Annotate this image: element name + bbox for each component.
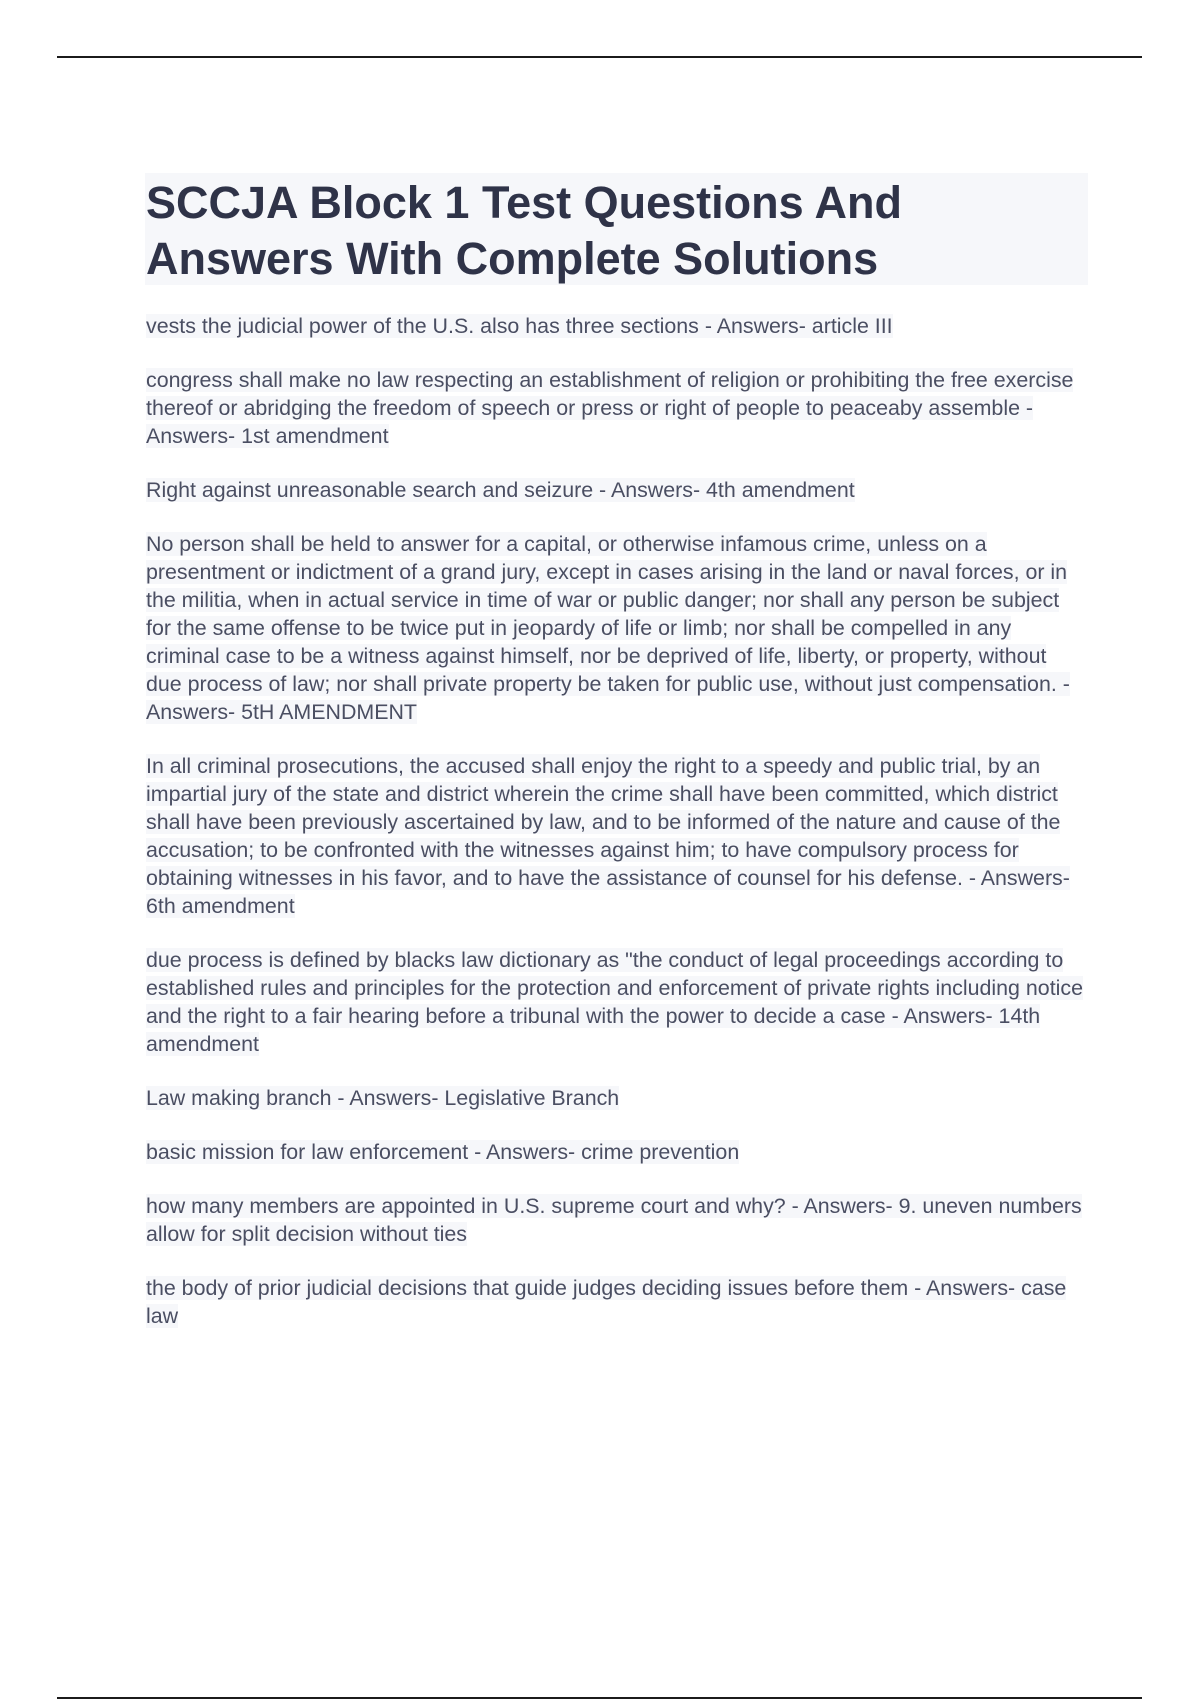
qa-item <box>146 366 1086 450</box>
qa-text: Law making branch - Answers- Legislative Branch <box>146 1086 620 1110</box>
qa-item <box>146 1192 1086 1248</box>
qa-item <box>146 1274 1086 1330</box>
qa-text: No person shall be held to answer for a capital, or otherwise infamous crime, unless on a presentment or indictment of a grand jury, except in cases arising in the land or naval forces, or in the militia, when in actual service in time of war or public danger; nor shall any person be subject for the same offense to be twice put in jeopardy of life or limb; nor shall be compelled in any criminal case to be a witness against himself, nor be deprived of life, liberty, or property, without due process of law; nor shall private property be taken for public use, without just compensation. - Answers- 5tH AMENDMENT <box>146 532 1070 724</box>
qa-item <box>146 752 1086 920</box>
qa-text: In all criminal prosecutions, the accused shall enjoy the right to a speedy and public trial, by an impartial jury of the state and district wherein the crime shall have been committed, which district shall have been previously ascertained by law, and to be informed of the nature and cause of the accusation; to be confronted with the witnesses against him; to have compulsory process for obtaining witnesses in his favor, and to have the assistance of counsel for his defense. - Answers- 6th amendment <box>146 754 1070 918</box>
qa-text: the body of prior judicial decisions that guide judges deciding issues before them - Answers- case law <box>146 1276 1067 1328</box>
qa-item <box>146 476 1086 504</box>
qa-text: vests the judicial power of the U.S. also has three sections - Answers- article III <box>146 314 893 338</box>
qa-item <box>146 312 1086 340</box>
bottom-rule <box>57 1697 1142 1699</box>
top-rule <box>57 56 1142 58</box>
qa-item <box>146 1084 1086 1112</box>
qa-text: due process is defined by blacks law dictionary as "the conduct of legal proceedings according to established rules and principles for the protection and enforcement of private rights including notice and the right to a fair hearing before a tribunal with the power to decide a case - Answers- 14th amendment <box>146 948 1083 1056</box>
qa-text: how many members are appointed in U.S. supreme court and why? - Answers- 9. uneven numbers allow for split decision without ties <box>146 1194 1082 1246</box>
qa-item <box>146 530 1086 726</box>
qa-list <box>146 312 1086 1356</box>
qa-text: Right against unreasonable search and seizure - Answers- 4th amendment <box>146 478 855 502</box>
document-title: SCCJA Block 1 Test Questions And Answers With Complete Solutions <box>146 177 902 284</box>
qa-text: congress shall make no law respecting an establishment of religion or prohibiting the free exercise thereof or abridging the freedom of speech or press or right of people to peaceaby assemble - Answers- 1st amendment <box>146 368 1074 448</box>
qa-item <box>146 946 1086 1058</box>
qa-text: basic mission for law enforcement - Answers- crime prevention <box>146 1140 740 1164</box>
qa-item <box>146 1138 1086 1166</box>
